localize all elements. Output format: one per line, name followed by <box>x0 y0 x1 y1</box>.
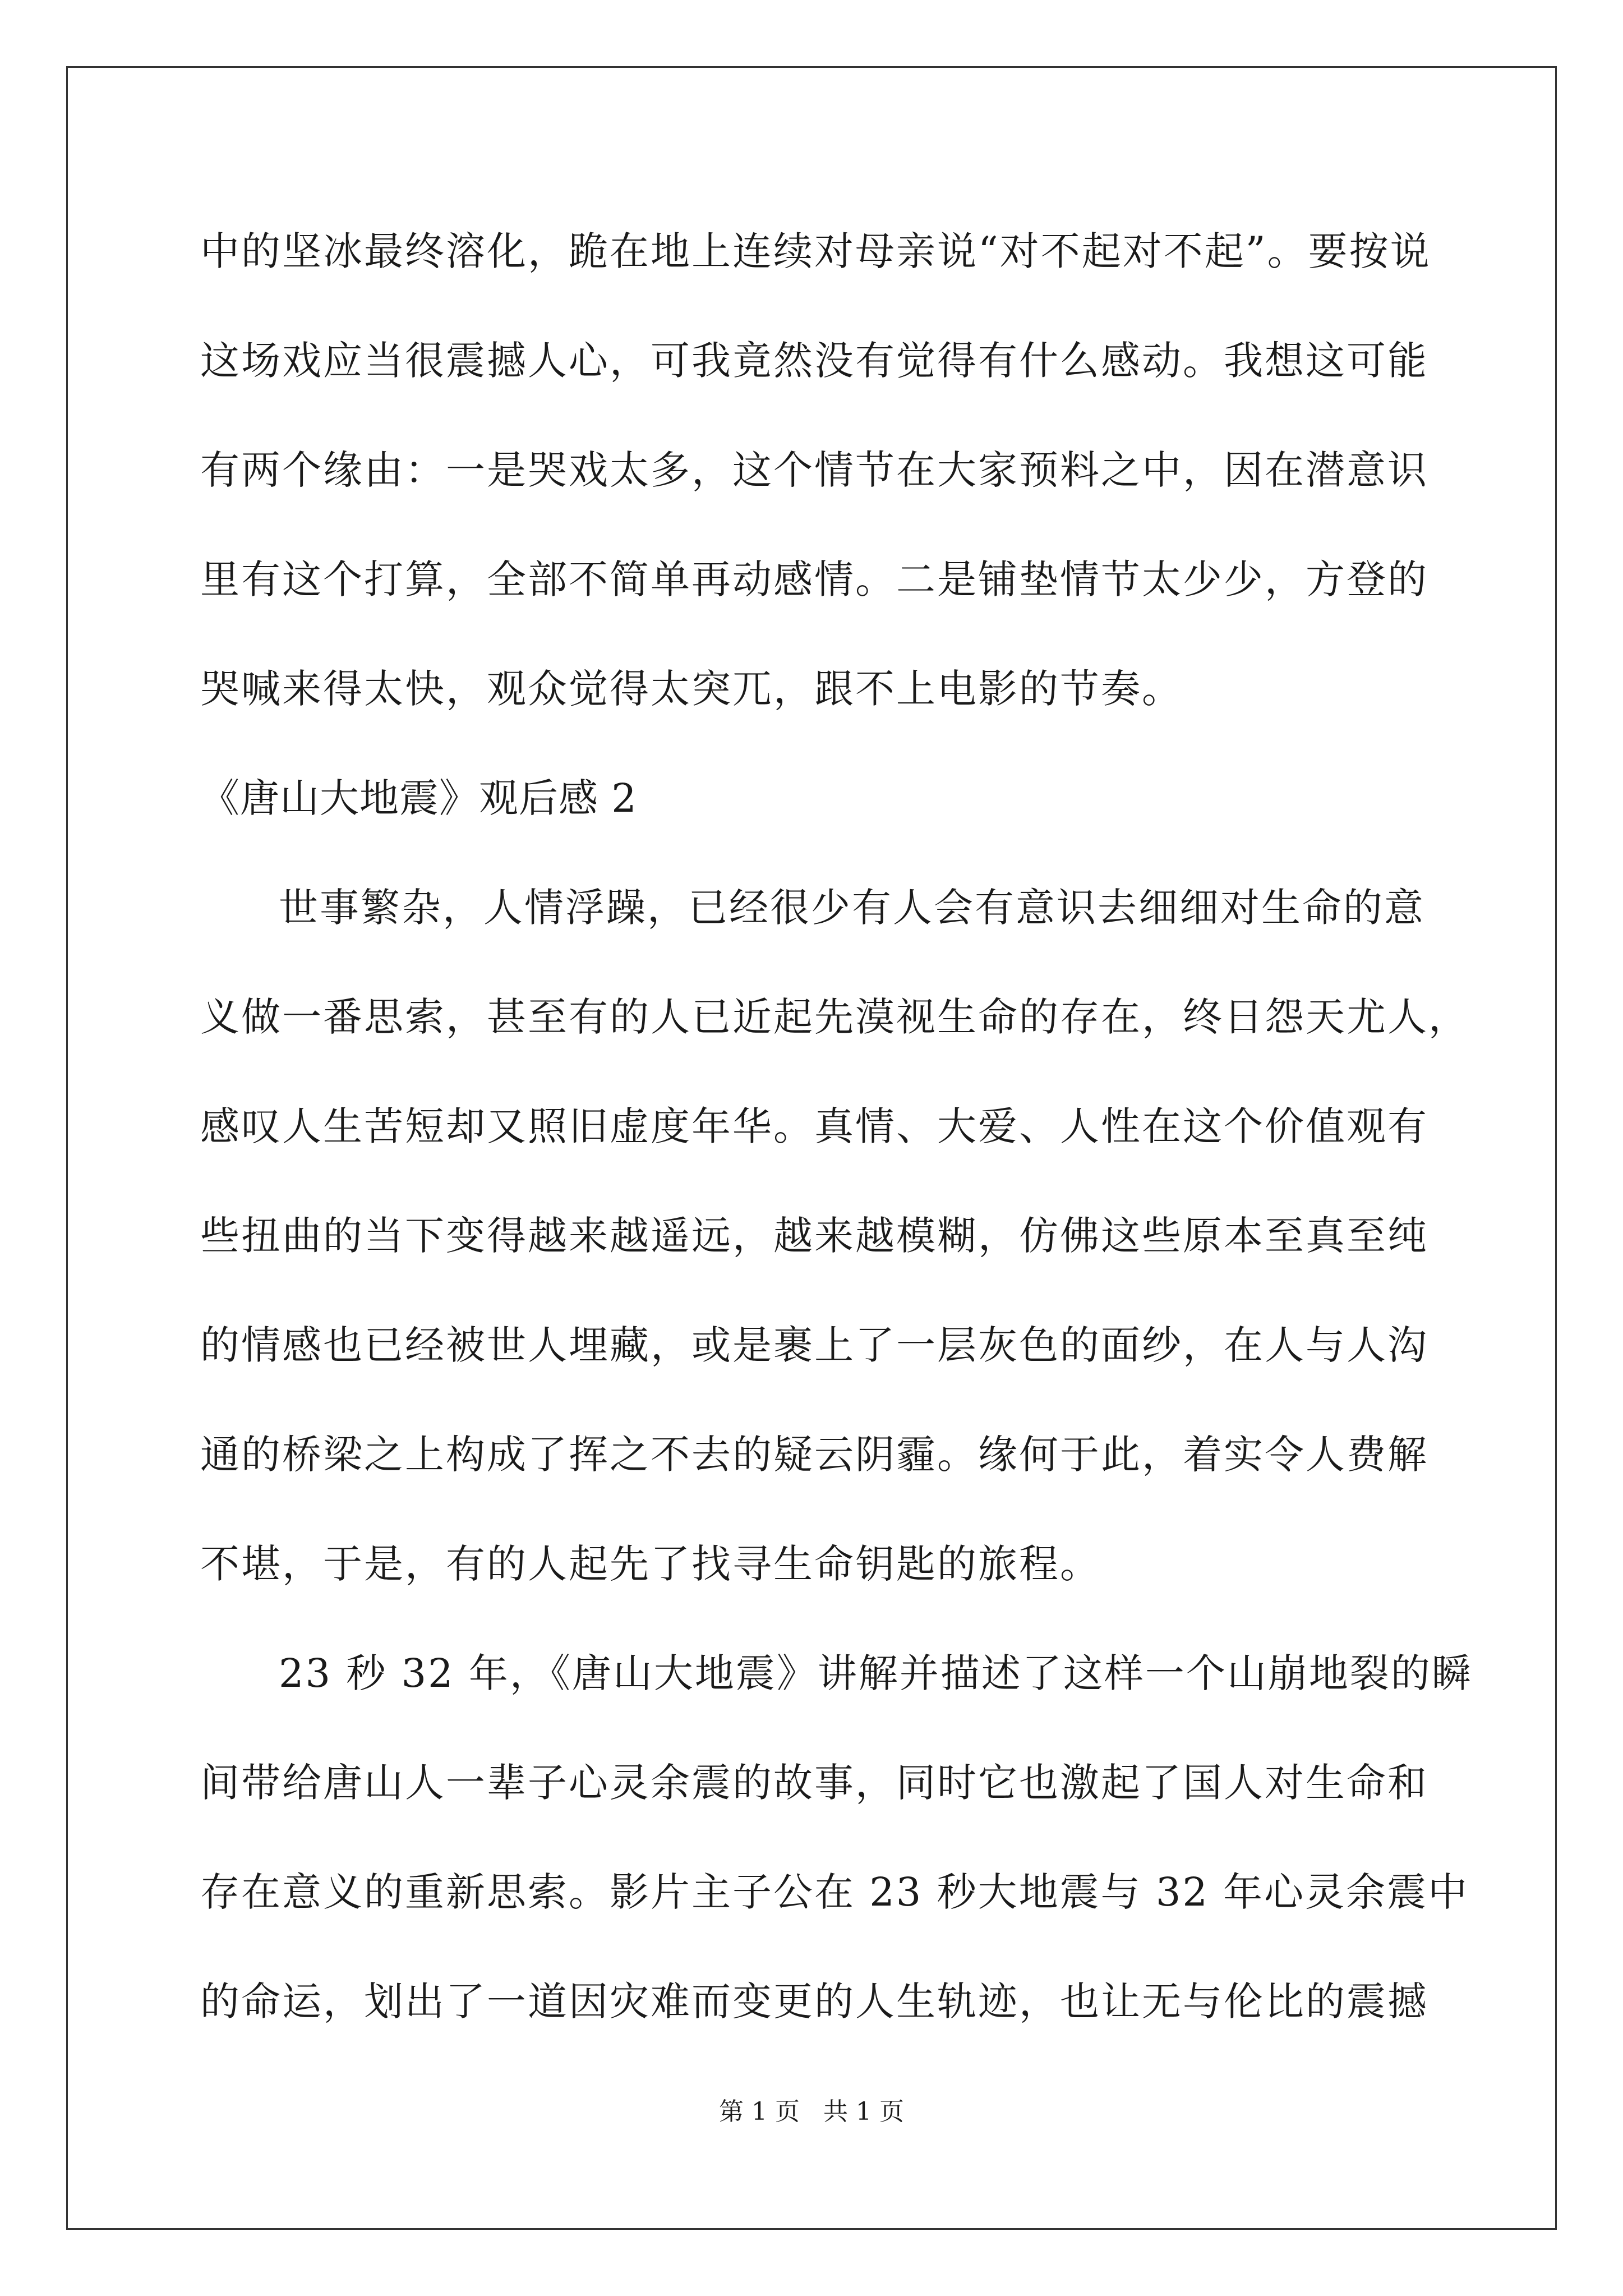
text-line: 的情感也已经被世人埋藏，或是裹上了一层灰色的面纱，在人与人沟 <box>200 1322 1428 1368</box>
text-line: 通的桥梁之上构成了挥之不去的疑云阴霾。缘何于此，着实令人费解 <box>200 1432 1428 1478</box>
text-line: 感叹人生苦短却又照旧虚度年华。真情、大爱、人性在这个价值观有 <box>200 1103 1428 1149</box>
text-line: 23 秒 32 年，《唐山大地震》讲解并描述了这样一个山崩地裂的瞬 <box>279 1650 1473 1696</box>
text-line: 义做一番思索，甚至有的人已近起先漠视生命的存在，终日怨天尤人， <box>200 994 1469 1040</box>
text-line: 间带给唐山人一辈子心灵余震的故事，同时它也激起了国人对生命和 <box>200 1760 1428 1806</box>
page-footer: 第 1 页 共 1 页 <box>719 2097 904 2126</box>
text-line: 有两个缘由：一是哭戏太多，这个情节在大家预料之中，因在潜意识 <box>200 447 1428 493</box>
text-line: 哭喊来得太快，观众觉得太突兀，跟不上电影的节奏。 <box>200 666 1183 712</box>
section-heading: 《唐山大地震》观后感 2 <box>200 775 637 821</box>
text-line: 世事繁杂，人情浮躁，已经很少有人会有意识去细细对生命的意 <box>279 885 1425 931</box>
paragraph-2 <box>200 874 1469 1640</box>
text-line: 些扭曲的当下变得越来越遥远，越来越模糊，仿佛这些原本至真至纯 <box>200 1213 1428 1259</box>
text-line: 这场戏应当很震撼人心，可我竟然没有觉得有什么感动。我想这可能 <box>200 338 1428 384</box>
text-line: 的命运，划出了一道因灾难而变更的人生轨迹，也让无与伦比的震撼 <box>200 1978 1428 2024</box>
text-line: 中的坚冰最终溶化，跪在地上连续对母亲说“对不起对不起”。要按说 <box>200 228 1431 274</box>
text-line: 存在意义的重新思索。影片主子公在 23 秒大地震与 32 年心灵余震中 <box>200 1869 1469 1915</box>
document-body <box>200 218 1473 2077</box>
text-line: 里有这个打算，全部不简单再动感情。二是铺垫情节太少少，方登的 <box>200 556 1428 602</box>
paragraph-1 <box>200 218 1434 765</box>
paragraph-3 <box>200 1640 1473 2077</box>
text-line: 不堪，于是，有的人起先了找寻生命钥匙的旅程。 <box>200 1541 1101 1587</box>
